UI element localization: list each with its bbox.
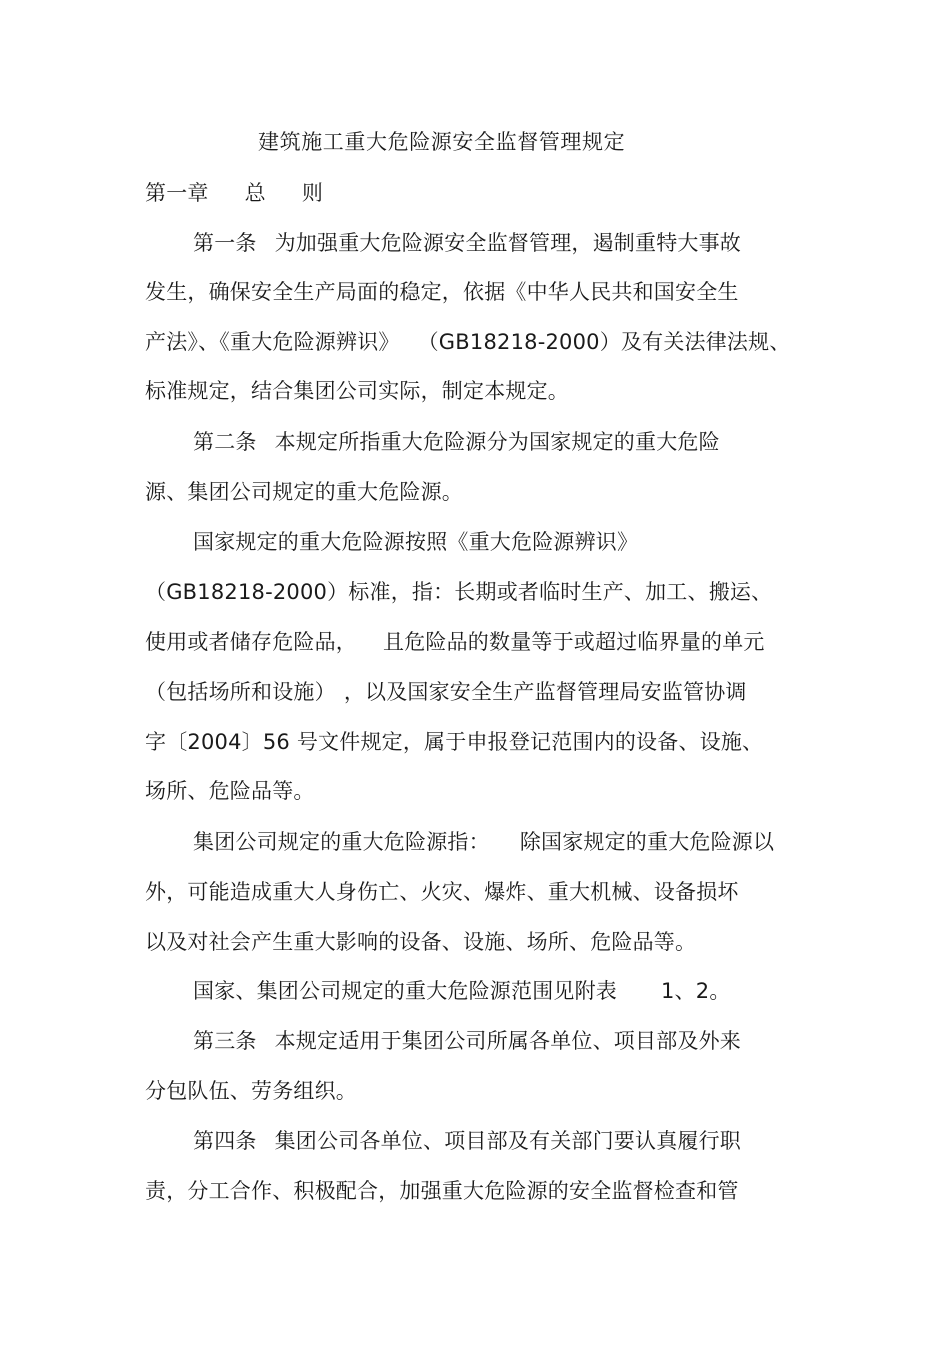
article-label: 第二条 bbox=[193, 430, 257, 454]
line-text: （GB18218-2000）及有关法律法规、 bbox=[417, 330, 791, 354]
line-text: 且危险品的数量等于或超过临界量的单元 bbox=[383, 630, 765, 654]
line-text: 使用或者储存危险品， bbox=[145, 630, 357, 654]
line-text: 国家规定的重大危险源按照《重大危险源辨识》 bbox=[193, 530, 639, 554]
line-text: ，以及国家安全生产监督管理局安监管协调 bbox=[343, 680, 747, 704]
paragraph-line bbox=[145, 776, 315, 806]
line-text: 字〔2004〕56 号文件规定，属于申报登记范围内的设备、设施、 bbox=[145, 730, 764, 754]
paragraph-line bbox=[145, 577, 772, 607]
document-title: 建筑施工重大危险源安全监督管理规定 bbox=[258, 130, 626, 154]
paragraph-line bbox=[145, 927, 696, 957]
appendix-ref: 1、2。 bbox=[661, 979, 731, 1003]
line-text: 以及对社会产生重大影响的设备、设施、场所、危险品等。 bbox=[145, 930, 697, 954]
line-text: 为加强重大危险源安全监督管理，遏制重特大事故 bbox=[274, 231, 742, 255]
paragraph-line bbox=[145, 477, 463, 507]
paragraph-line bbox=[193, 527, 638, 557]
paragraph-line bbox=[193, 1026, 741, 1056]
line-text: 源、集团公司规定的重大危险源。 bbox=[145, 480, 463, 504]
article-label: 第四条 bbox=[193, 1129, 257, 1153]
line-text: 本规定适用于集团公司所属各单位、项目部及外来 bbox=[274, 1029, 742, 1053]
paragraph-line bbox=[145, 677, 747, 707]
paragraph-line bbox=[193, 976, 731, 1006]
paragraph-line bbox=[145, 1176, 739, 1206]
line-text: 除国家规定的重大危险源以 bbox=[519, 830, 775, 854]
chapter-label: 第一章 bbox=[145, 181, 209, 205]
chapter-name-part1: 总 bbox=[244, 181, 266, 205]
line-text: 本规定所指重大危险源分为国家规定的重大危险 bbox=[274, 430, 720, 454]
line-text: 集团公司规定的重大危险源指： bbox=[193, 830, 490, 854]
paragraph-line bbox=[145, 277, 739, 307]
paragraph-line bbox=[145, 376, 569, 406]
line-text: 标准规定，结合集团公司实际，制定本规定。 bbox=[145, 379, 569, 403]
paragraph-line bbox=[145, 327, 791, 357]
paragraph-line bbox=[193, 1126, 741, 1156]
paragraph-line bbox=[145, 727, 763, 757]
line-text: 集团公司各单位、项目部及有关部门要认真履行职 bbox=[274, 1129, 742, 1153]
chapter-heading bbox=[145, 178, 323, 208]
line-text: 外，可能造成重大人身伤亡、火灾、爆炸、重大机械、设备损坏 bbox=[145, 880, 739, 904]
paragraph-line bbox=[145, 627, 765, 657]
line-text: （包括场所和设施） bbox=[145, 680, 336, 704]
paragraph-line bbox=[193, 228, 741, 258]
article-label: 第三条 bbox=[193, 1029, 257, 1053]
paragraph-line bbox=[145, 877, 739, 907]
line-text: 国家、集团公司规定的重大危险源范围见附表 bbox=[193, 979, 617, 1003]
line-text: （GB18218-2000）标准，指：长期或者临时生产、加工、搬运、 bbox=[145, 580, 773, 604]
article-label: 第一条 bbox=[193, 231, 257, 255]
paragraph-line bbox=[145, 1076, 357, 1106]
paragraph-line bbox=[193, 427, 720, 457]
line-text: 责，分工合作、积极配合，加强重大危险源的安全监督检查和管 bbox=[145, 1179, 739, 1203]
line-text: 产法》、《重大危险源辨识》 bbox=[145, 330, 400, 354]
line-text: 发生，确保安全生产局面的稳定，依据《中华人民共和国安全生 bbox=[145, 280, 739, 304]
chapter-name-part2: 则 bbox=[301, 181, 324, 205]
line-text: 分包队伍、劳务组织。 bbox=[145, 1079, 357, 1103]
line-text: 场所、危险品等。 bbox=[145, 779, 315, 803]
paragraph-line bbox=[193, 827, 774, 857]
